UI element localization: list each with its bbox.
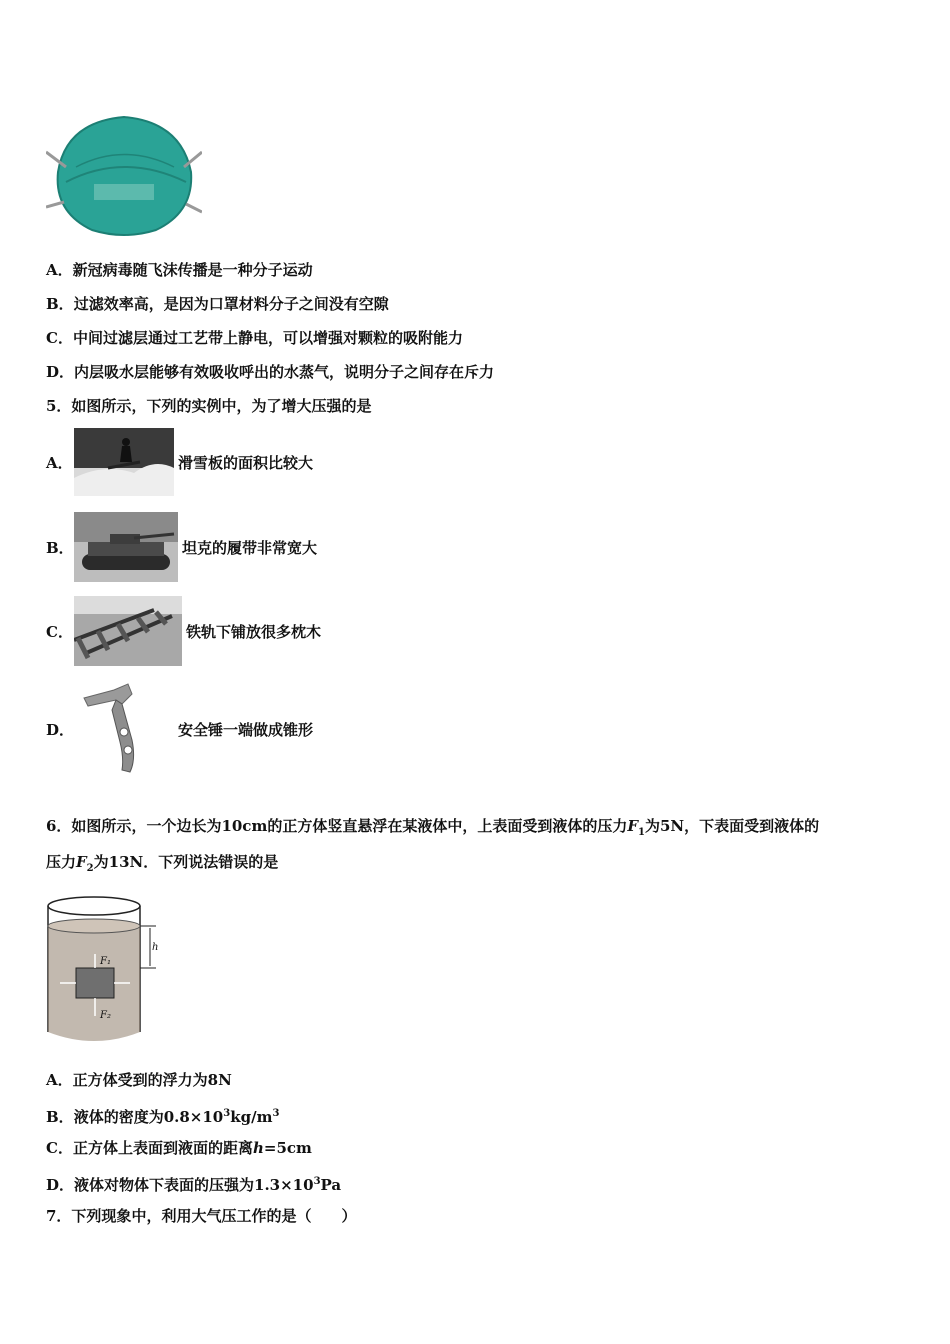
q6-option-c: C．正方体上表面到液面的距离h=5cm	[46, 1139, 312, 1157]
q4-option-a: A．新冠病毒随飞沫传播是一种分子运动	[46, 261, 313, 279]
railway-image	[74, 596, 182, 666]
q7-stem: 7．下列现象中，利用大气压工作的是（ ）	[46, 1207, 357, 1225]
q5-option-d: D． 安全锤一端做成锥形	[46, 680, 313, 778]
snowboarder-image	[74, 428, 174, 496]
q4-option-c: C．中间过滤层通过工艺带上静电，可以增强对颗粒的吸附能力	[46, 329, 463, 347]
q5-option-b: B． 坦克的履带非常宽大	[46, 512, 317, 582]
q4-option-b: B．过滤效率高，是因为口罩材料分子之间没有空隙	[46, 295, 389, 313]
label-f1: F₁	[100, 956, 111, 967]
q4-option-d: D．内层吸水层能够有效吸收呼出的水蒸气，说明分子之间存在斥力	[46, 363, 495, 381]
q6-option-b: B．液体的密度为$0.8\times 10^3kg/m^3$	[46, 1108, 280, 1126]
label-f2: F₂	[100, 1010, 111, 1021]
tank-image	[74, 512, 178, 582]
q6-option-d: D．液体对物体下表面的压强为$1.3\times 10^3Pa$	[46, 1176, 342, 1194]
label-h: h	[152, 942, 159, 953]
mask-figure	[46, 112, 202, 242]
cylinder-figure	[46, 894, 164, 1046]
q6-option-a: A．正方体受到的浮力为8N	[46, 1071, 232, 1089]
q5-stem: 5．如图所示，下列的实例中，为了增大压强的是	[46, 397, 372, 415]
q6-stem-line1: 6．如图所示，一个边长为10cm的正方体竖直悬浮在某液体中，上表面受到液体的压力$F_1$为5N，下表面受到液体的	[46, 817, 820, 838]
q6-stem-line2: 压力$F_2$为13N．下列说法错误的是	[46, 853, 279, 874]
safety-hammer-image	[74, 680, 174, 778]
q5-option-a: A． 滑雪板的面积比较大	[46, 428, 313, 496]
q5-option-c: C． 铁轨下铺放很多枕木	[46, 596, 321, 666]
